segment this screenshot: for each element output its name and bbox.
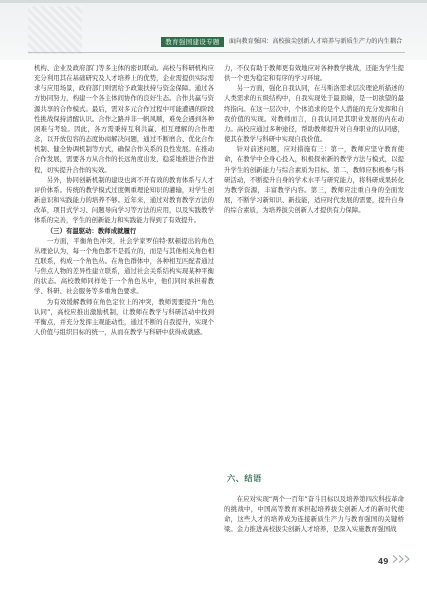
paragraph: 机构、企业及政府部门等多主体的密切联动。高校与科研机构应充分利用其在基础研究及人才培养上的优势，企业需提供实际需求与应用场景，政府部门则需给予政策扶持与资金保障。通过各方协同努力，构建一个各主体间协作的良好生态。合作共赢与资源共享的合作模式。最后，需对多元合作过程中可能遭遇的阶段性挑战保持清醒认识。合作之路并非一帆风顺，难免会遇到各种困难与考验。因此，各方需秉持互利共赢、相互理解的合作理念，以开放包容的态度协商解决问题，通过不断磨合、优化合作机制、健全协调机制等方式，确保合作关系的良性发展。在推动合作发展，需要各方从合作的长远角度出发，稳妥地推进合作进程，切实提升合作的实效。 [34,64,214,174]
header-decoration [28,6,82,54]
page-number: 49 [378,557,389,566]
paragraph: 另一方面，强化自我认同，在马斯洛需求层次理论所描述的人类需求的五级结构中，自我实现处于最顶端，是一切欲望的最终指向。在这一层次中，个体追求的是个人潜能的充分发挥和自我价值的实现。对教师而言，自我认同是其职业发展的内在动力。高校应通过多种途径，帮助教师提升对自身职业的认同感，使其在教学与科研中实现自我价值。 [224,84,404,144]
paragraph: 为有效缓解教师在角色定位上的冲突，教师需要提升“角色认同”，高校应推出激励机制，让教师在教学与科研活动中找到平衡点，并充分发挥主观能动性，通过不断的自我提升，实现个人价值与组织目标的统一，从而在教学与科研中获得成就感。 [34,297,214,337]
header-top-rule [0,0,427,3]
paragraph: 针对前述问题，应对措施有三：第一，教师应坚守教育使命，在教学中全身心投入，积极探索新的教学方法与模式，以提升学生的创新能力与综合素质为目标。第二，教师应积极参与科研活动，不断提升自身的学术水平与研究能力，将科研成果转化为教学资源，丰富教学内容。第三，教师应注重自身的全面发展，不断学习新知识、新技能，适应时代发展的需要，提升自身的综合素质，为培养拔尖创新人才提供有力保障。 [224,145,404,215]
conclusion-text [224,494,404,535]
column-badge: 教育强国建设专题 [161,37,224,47]
page-header [0,0,427,60]
paragraph: 另外，协同创新机制的建设也离不开有效的教育体系与人才评价体系。传统的教学模式过度侧重理论知识的灌输，对学生创新意识和实践能力的培养不够。近年来，通过对教育教学方法的改革，项目式学习、问题导向学习等方法的应用，以及实践教学体系的完善，学生的创新能力和实践能力得到了有效提升。 [34,175,214,225]
header-divider [28,52,405,53]
running-title: 面向教育强国：高校拔尖创新人才培养与新质生产力的内生耦合 [229,38,403,45]
left-column [34,63,214,337]
chevron-right-icon [404,555,410,563]
paragraph: 力，不仅有助于教师更有效地应对各种教学挑战，还能为学生提供一个更为稳定和有序的学习环境。 [224,64,404,83]
subsection-heading: （三）有温驱动：教师成就履行 [46,226,137,235]
paragraph: 一方面，平衡角色冲突，社会学家罗伯特·默顿提出的角色丛理论认为，每一个角色都不是孤立的，而是与其他相关角色相互联系，构成一个角色丛。在角色群体中，各种相互匹配者通过与焦点人物的差异性建立联系，通过社会关系结构实现某种平衡的状态。高校教师同样处于一个角色丛中，他们同时承担着教学、科研、社会服务等多重角色要求。 [34,236,214,296]
right-column [224,63,404,215]
section-heading: 六、结语 [227,473,262,483]
paragraph: 在应对实现“两个一百年”奋斗目标以及培养第四次科技革命的挑战中，中国高等教育承担起培养拔尖创新人才的新时代使命，这些人才的培养成为连接新质生产力与教育强国的关键桥梁。金力推进高校拔尖创新人才培养，是深入实施教育强国战 [224,495,404,534]
